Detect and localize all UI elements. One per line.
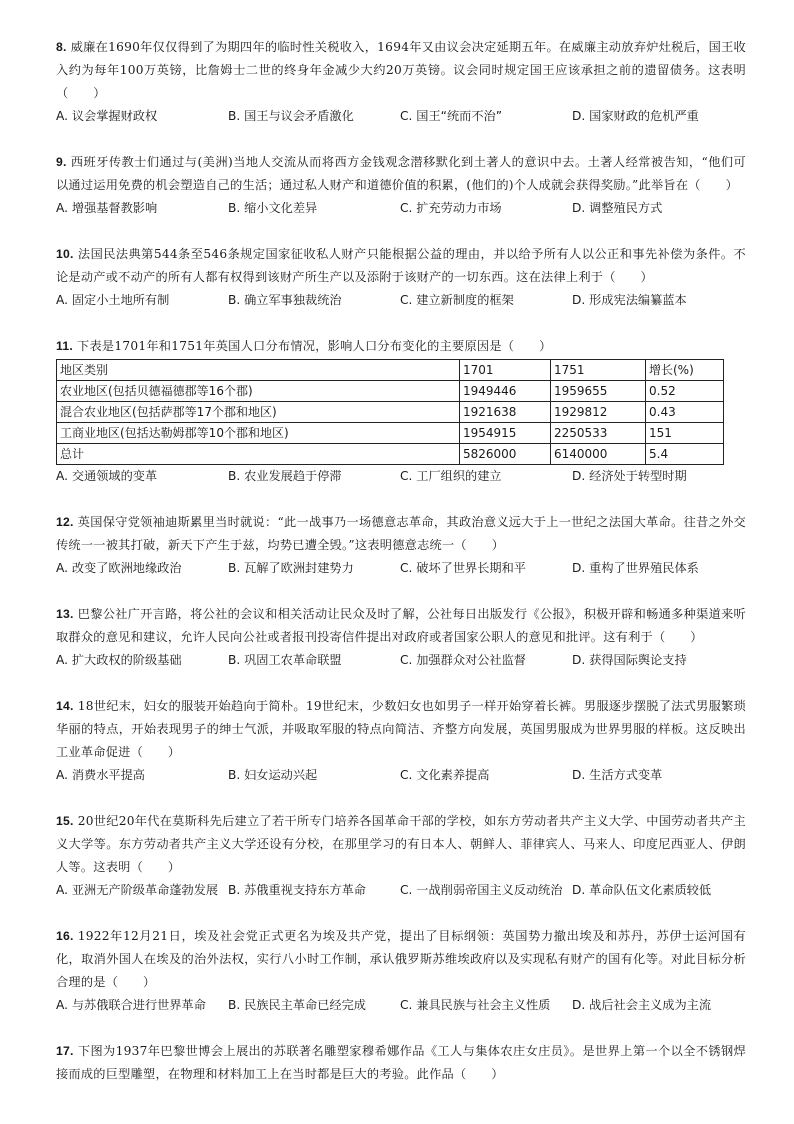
question-stem: 16. 1922年12月21日，埃及社会党正式更名为埃及共产党，提出了目标纲领：英国势力撤出埃及和苏丹，苏伊士运河国有化，取消外国人在埃及的治外法权，实行八小时工作制，承认俄罗斯苏维埃政府以及实现私有财产的国有化等。对此目标分析合理的是（ ） (56, 929, 746, 989)
question-stem: 10. 法国民法典第544条至546条规定国家征收私人财产只能根据公益的理由，并以给予所有人以公正和事先补偿为条件。不论是动产或不动产的所有人都有权得到该财产所生产以及添附于该财产的一切东西。这在法律上利于（ ） (56, 247, 746, 284)
options-row (56, 197, 746, 219)
option-c[interactable]: C. 扩充劳动力市场 (400, 201, 502, 215)
question-9 (56, 151, 746, 219)
question-number: 10. (56, 247, 74, 261)
option-a[interactable]: A. 消费水平提高 (56, 768, 145, 782)
option-d[interactable]: D. 革命队伍文化素质较低 (572, 883, 712, 897)
option-b[interactable]: B. 缩小文化差异 (228, 201, 318, 215)
question-8 (56, 36, 746, 127)
table-cell: 总计 (57, 444, 460, 465)
question-17 (56, 1040, 746, 1086)
table-row (57, 402, 724, 423)
question-10 (56, 243, 746, 311)
option-b[interactable]: B. 瓦解了欧洲封建势力 (228, 561, 354, 575)
option-d[interactable]: D. 经济处于转型时期 (572, 469, 687, 483)
option-a[interactable]: A. 与苏俄联合进行世界革命 (56, 998, 206, 1012)
option-a[interactable]: A. 扩大政权的阶级基础 (56, 653, 182, 667)
table-cell: 混合农业地区(包括萨郡等17个郡和地区) (57, 402, 460, 423)
option-b[interactable]: B. 妇女运动兴起 (228, 768, 318, 782)
option-c[interactable]: C. 破坏了世界长期和平 (400, 561, 526, 575)
table-cell: 5.4 (646, 444, 724, 465)
option-b[interactable]: B. 农业发展趋于停滞 (228, 469, 342, 483)
question-number: 14. (56, 699, 74, 713)
table-cell: 1949446 (460, 381, 551, 402)
question-15 (56, 810, 746, 901)
question-number: 9. (56, 155, 67, 169)
population-table (56, 359, 724, 465)
options-row (56, 465, 746, 487)
question-number: 12. (56, 515, 74, 529)
option-b[interactable]: B. 苏俄重视支持东方革命 (228, 883, 366, 897)
option-c[interactable]: C. 一战削弱帝国主义反动统治 (400, 883, 563, 897)
question-stem: 11. 下表是1701年和1751年英国人口分布情况，影响人口分布变化的主要原因是（ ） (56, 339, 552, 353)
option-a[interactable]: A. 改变了欧洲地缘政治 (56, 561, 182, 575)
option-c[interactable]: C. 兼具民族与社会主义性质 (400, 998, 551, 1012)
table-row (57, 423, 724, 444)
option-c[interactable]: C. 加强群众对公社监督 (400, 653, 526, 667)
option-b[interactable]: B. 国王与议会矛盾激化 (228, 109, 354, 123)
option-b[interactable]: B. 民族民主革命已经完成 (228, 998, 366, 1012)
table-header-row (57, 360, 724, 381)
option-b[interactable]: B. 巩固工农革命联盟 (228, 653, 342, 667)
option-a[interactable]: A. 议会掌握财政权 (56, 109, 158, 123)
question-stem: 17. 下图为1937年巴黎世博会上展出的苏联著名雕塑家穆希娜作品《工人与集体农庄女庄员》。是世界上第一个以全不锈钢焊接而成的巨型雕塑，在物理和材料加工上在当时都是巨大的考验。此作品（ ） (56, 1044, 746, 1081)
option-a[interactable]: A. 交通领域的变革 (56, 469, 158, 483)
question-stem: 12. 英国保守党领袖迪斯累里当时就说：“此一战事乃一场德意志革命，其政治意义远大于上一世纪之法国大革命。往昔之外交传统一一被其打破，新天下产生于兹，均势已遭全毁。”这表明德意志统一（ ） (56, 515, 746, 552)
options-row (56, 764, 746, 786)
option-d[interactable]: D. 重构了世界殖民体系 (572, 561, 699, 575)
option-a[interactable]: A. 固定小土地所有制 (56, 293, 170, 307)
option-d[interactable]: D. 获得国际舆论支持 (572, 653, 687, 667)
table-row (57, 444, 724, 465)
table-cell: 农业地区(包括贝德福德郡等16个郡) (57, 381, 460, 402)
table-header-cell: 1751 (551, 360, 646, 381)
question-stem: 8. 威廉在1690年仅仅得到了为期四年的临时性关税收入，1694年又由议会决定延期五年。在威廉主动放弃炉灶税后，国王收入约为每年100万英镑，比詹姆士二世的终身年金减少大约20万英镑。议会同时规定国王应该承担之前的遗留债务。这表明（ ） (56, 40, 746, 100)
question-number: 17. (56, 1044, 74, 1058)
option-c[interactable]: C. 国王“统而不治” (400, 109, 503, 123)
exam-page (56, 36, 746, 1086)
question-11 (56, 335, 746, 487)
table-cell: 1959655 (551, 381, 646, 402)
question-number: 13. (56, 607, 74, 621)
table-row (57, 381, 724, 402)
table-cell: 工商业地区(包括达勒姆郡等10个郡和地区) (57, 423, 460, 444)
options-row (56, 557, 746, 579)
options-row (56, 289, 746, 311)
option-b[interactable]: B. 确立军事独裁统治 (228, 293, 342, 307)
option-d[interactable]: D. 调整殖民方式 (572, 201, 663, 215)
question-14 (56, 695, 746, 786)
option-d[interactable]: D. 形成宪法编纂蓝本 (572, 293, 687, 307)
table-header-cell: 地区类别 (57, 360, 460, 381)
table-cell: 151 (646, 423, 724, 444)
question-stem: 9. 西班牙传教士们通过与(美洲)当地人交流从而将西方金钱观念潜移默化到土著人的意识中去。土著人经常被告知，“他们可以通过运用免费的机会塑造自己的生活；通过私人财产和道德价值的积累，(他们的)个人成就会获得奖励。”此举旨在（ ） (56, 155, 746, 192)
question-number: 16. (56, 929, 74, 943)
option-d[interactable]: D. 国家财政的危机严重 (572, 109, 699, 123)
question-number: 15. (56, 814, 74, 828)
table-header-cell: 1701 (460, 360, 551, 381)
table-cell: 2250533 (551, 423, 646, 444)
options-row (56, 649, 746, 671)
table-cell: 0.52 (646, 381, 724, 402)
options-row (56, 994, 746, 1016)
table-cell: 6140000 (551, 444, 646, 465)
option-c[interactable]: C. 建立新制度的框架 (400, 293, 514, 307)
options-row (56, 105, 746, 127)
options-row (56, 879, 746, 901)
option-d[interactable]: D. 战后社会主义成为主流 (572, 998, 712, 1012)
option-a[interactable]: A. 增强基督教影响 (56, 201, 158, 215)
table-cell: 1921638 (460, 402, 551, 423)
option-d[interactable]: D. 生活方式变革 (572, 768, 663, 782)
table-header-cell: 增长(%) (646, 360, 724, 381)
table-cell: 5826000 (460, 444, 551, 465)
question-13 (56, 603, 746, 671)
question-16 (56, 925, 746, 1016)
question-12 (56, 511, 746, 579)
question-number: 11. (56, 339, 74, 353)
question-number: 8. (56, 40, 67, 54)
question-stem: 13. 巴黎公社广开言路，将公社的会议和相关活动让民众及时了解，公社每日出版发行《公报》，积极开辟和畅通多种渠道来听取群众的意见和建议，允许人民向公社或者报刊投寄信件提出对政府或者国家公职人的意见和批评。这有利于（ ） (56, 607, 746, 644)
table-cell: 1954915 (460, 423, 551, 444)
table-cell: 0.43 (646, 402, 724, 423)
question-stem: 15. 20世纪20年代在莫斯科先后建立了若干所专门培养各国革命干部的学校，如东方劳动者共产主义大学、中国劳动者共产主义大学等。东方劳动者共产主义大学还设有分校，在那里学习的有日本人、朝鲜人、菲律宾人、马来人、印度尼西亚人、伊朗人等。这表明（ ） (56, 814, 746, 874)
option-c[interactable]: C. 工厂组织的建立 (400, 469, 502, 483)
question-stem: 14. 18世纪末，妇女的服装开始趋向于简朴。19世纪末，少数妇女也如男子一样开始穿着长裤。男服逐步摆脱了法式男服繁琐华丽的特点，开始表现男子的绅士气派，并吸取军服的特点向简洁、齐整方向发展，英国男服成为世界男服的样板。这反映出工业革命促进（ ） (56, 699, 746, 759)
table-cell: 1929812 (551, 402, 646, 423)
option-c[interactable]: C. 文化素养提高 (400, 768, 490, 782)
option-a[interactable]: A. 亚洲无产阶级革命蓬勃发展 (56, 883, 219, 897)
